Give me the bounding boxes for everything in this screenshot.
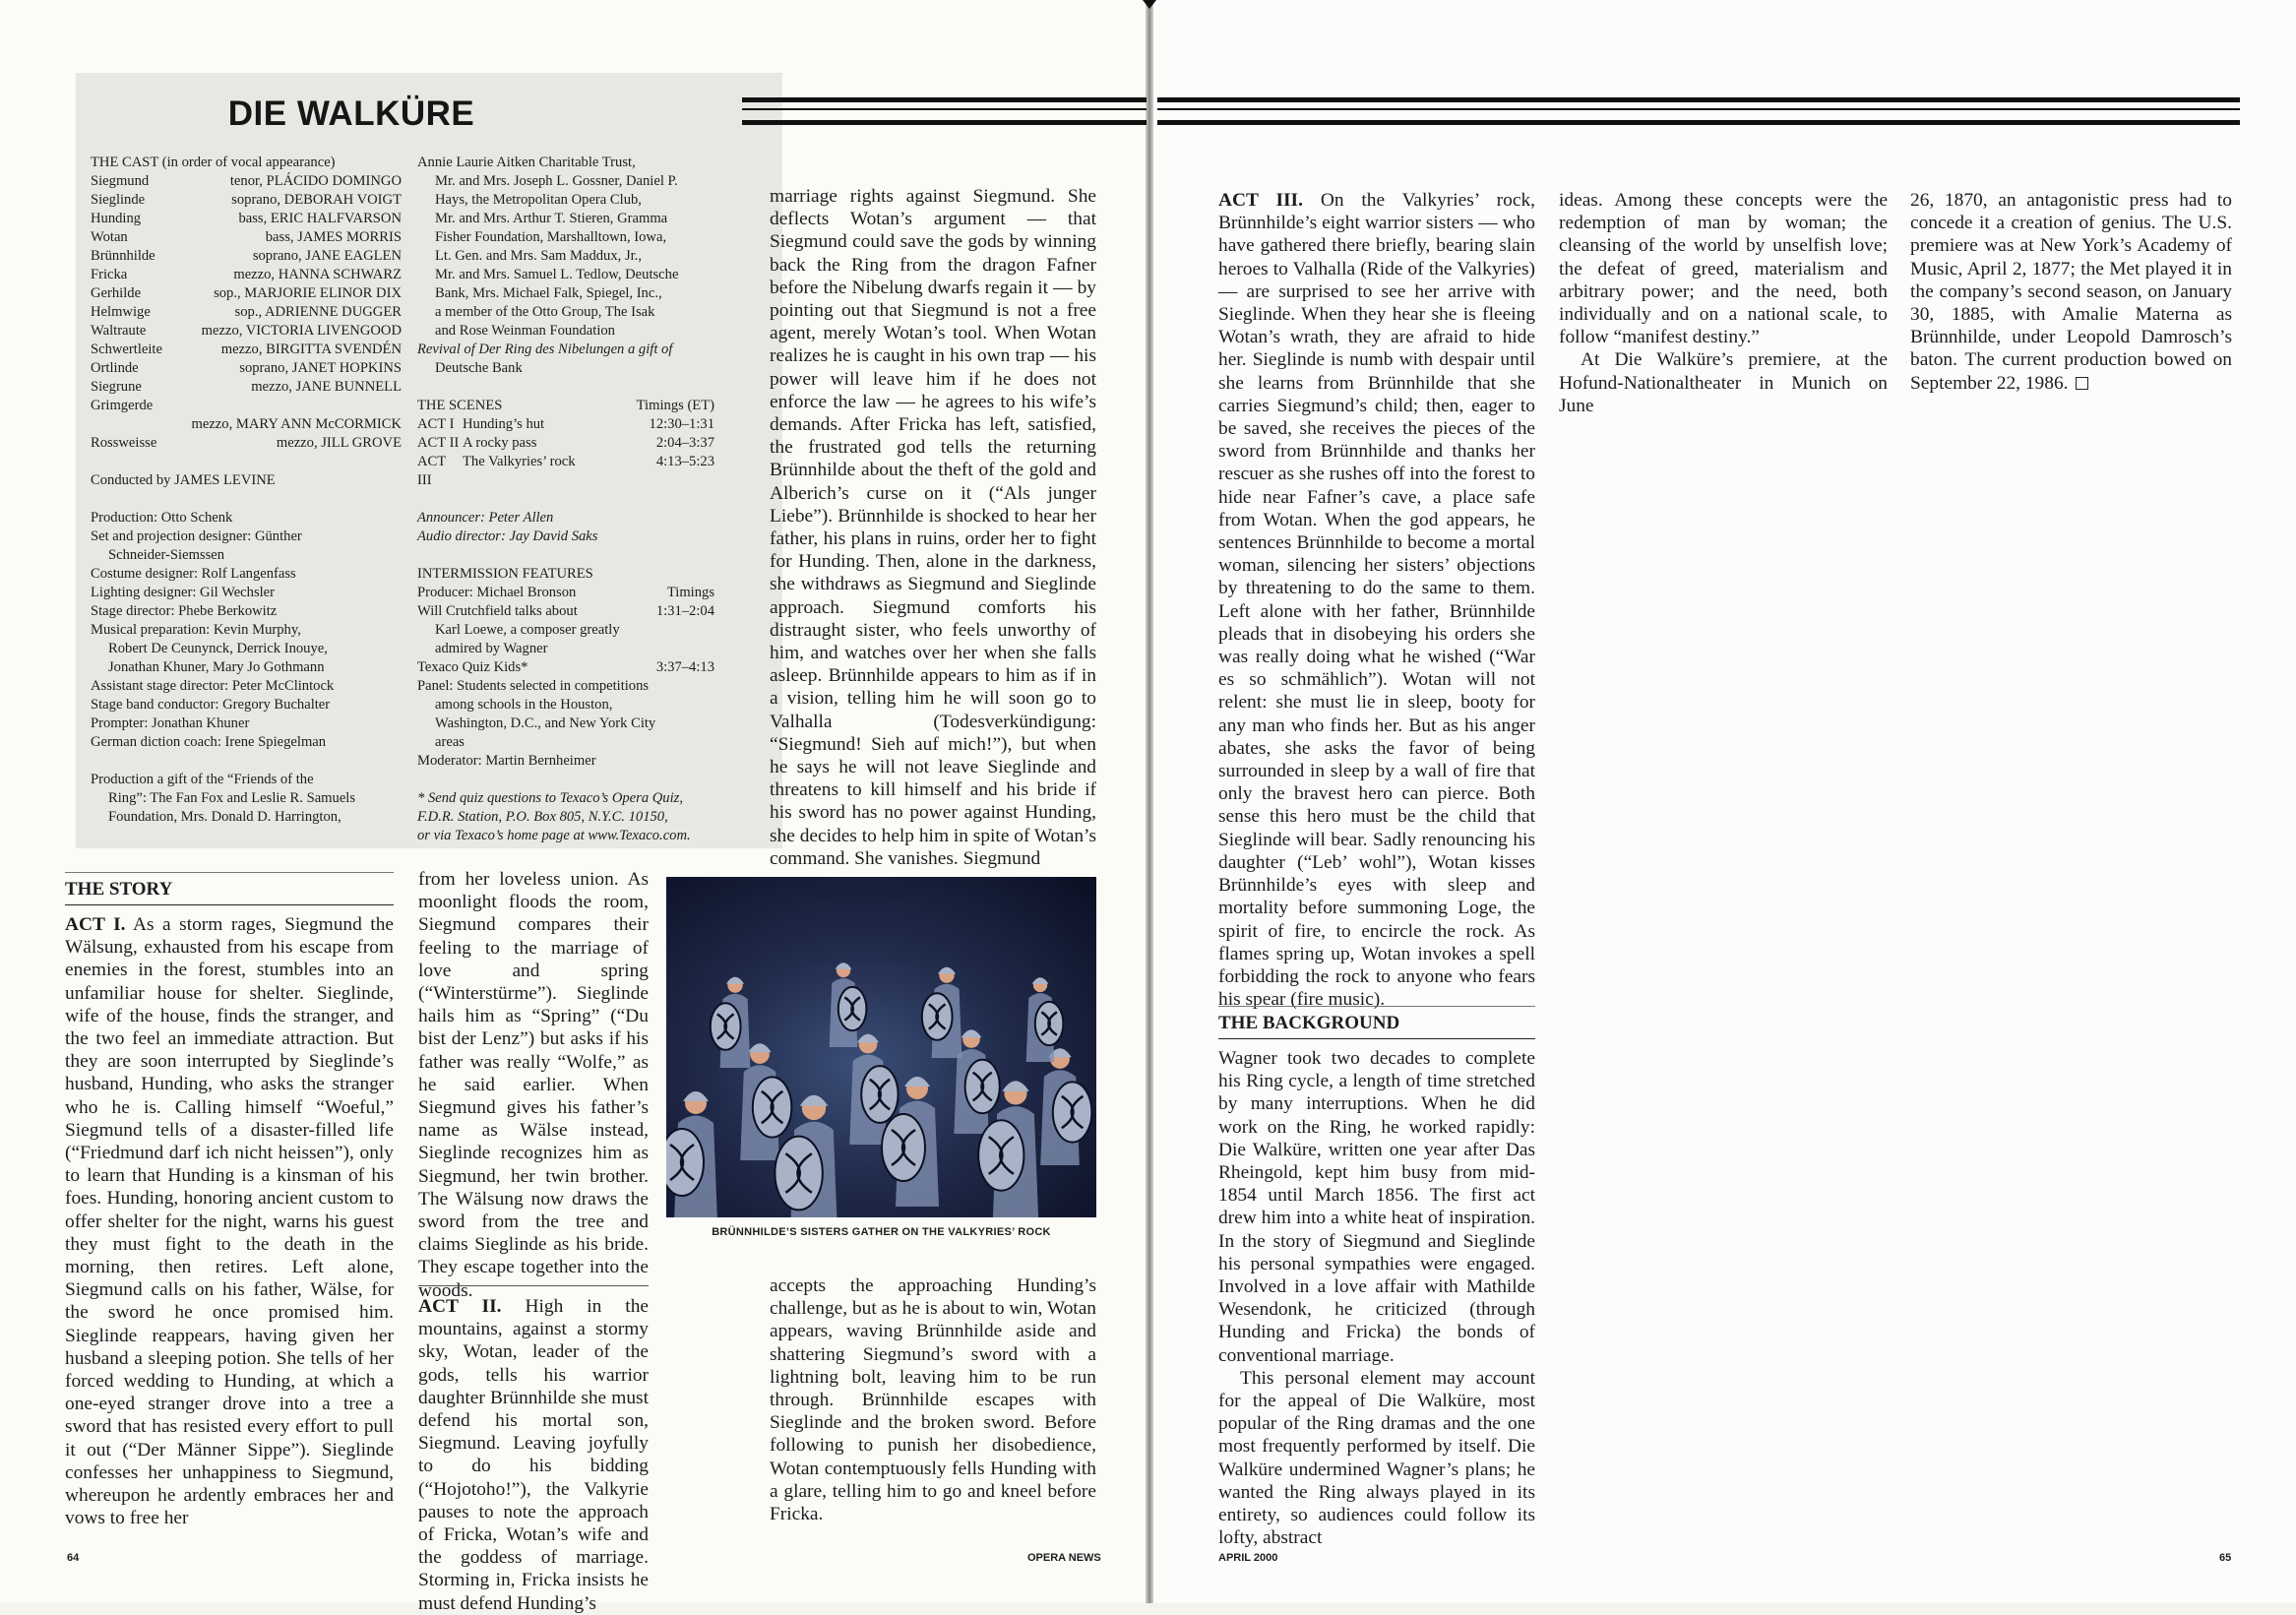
right-credits — [417, 154, 714, 845]
feature1-line: Karl Loewe, a composer greatly — [435, 622, 620, 638]
scene-row — [417, 453, 714, 490]
audio-director-credit: Audio director: Jay David Saks — [417, 528, 598, 544]
cast-role: Schwertleite — [91, 342, 162, 357]
footnote-line: * Send quiz questions to Texaco’s Opera Quiz, — [417, 790, 683, 806]
gift-line: Mr. and Mrs. Arthur T. Stieren, Gramma — [435, 211, 668, 226]
story-column-3b — [770, 1274, 1096, 1525]
background-p5: 26, 1870, an antagonistic press had to concede it a creation of genius. The U.S. premiere was at New York’s Academy of Music, April 2, 1877; the Met played it in the company’s second season, on January 30, 1885, with Amalie Materna as Brünnhilde, under Leopold Damrosch’s baton. The current production bowed on September 22, 1986. — [1910, 190, 2232, 394]
act2-continued-2: accepts the approaching Hunding’s challenge, but as he is about to win, Wotan appears, waving Brünnhilde aside and shattering Siegmund’s sword with a lightning bolt, leaving him to be run through. Brünnhilde escapes with Sieglinde and the broken sword. Before following to punish her disobedience, Wotan contemptuously fells Hunding with a glare, telling him to go and kneel before Fricka. — [770, 1275, 1096, 1525]
cast-singer: mezzo, JILL GROVE — [276, 435, 402, 451]
timings-heading: Timings (ET) — [636, 398, 714, 413]
cast-row — [91, 341, 402, 359]
panel-credits — [417, 677, 714, 752]
feature1-time: 1:31–2:04 — [655, 603, 714, 619]
scenes-header — [417, 397, 714, 415]
cast-role: Helmwige — [91, 304, 151, 320]
scene-time: 12:30–1:31 — [649, 416, 714, 432]
cast-row — [91, 378, 402, 397]
valkyrie-figure — [830, 963, 867, 1047]
cast-row — [91, 210, 402, 228]
footnote-line: or via Texaco’s home page at www.Texaco.com. — [417, 828, 691, 843]
cast-role: Grimgerde — [91, 398, 154, 413]
announcer-credit: Announcer: Peter Allen — [417, 510, 554, 526]
valkyries-photo — [666, 877, 1096, 1217]
production-credit: Musical preparation: Kevin Murphy, — [91, 622, 301, 638]
production-credit: Prompter: Jonathan Khuner — [91, 715, 250, 731]
background-p3: ideas. Among these concepts were the redemption of man by woman; the cleansing of the world by unselfish love; the defeat of greed, materialism and arbitrary power; and the need, both individually and on a national scale, to follow “manifest destiny.” — [1559, 190, 1888, 348]
page-number-left: 64 — [67, 1552, 80, 1564]
cast-row — [91, 415, 402, 434]
act2-continued: marriage rights against Siegmund. She deflects Wotan’s argument — that Siegmund could save the gods by winning back the Ring from the dragon Fafner before the Nibelung dwarfs regain it — by pointing out that Siegmund is not a free agent, merely Wotan’s tool. When Wotan realizes he is caught in his own trap — his power will leave him if he does not enforce the law — he agrees to his wife’s demands. After Fricka has left, satisfied, the frustrated god tells the returning Brünnhilde about the theft of the gold and Alberich’s curse on it (“Als junger Liebe”). Brünnhilde is shocked to hear her father, his plans in ruins, order her to fight for Hunding. Then, alone in the darkness, she withdraws as Siegmund and Sieglinde approach. Siegmund comforts his distraught sister, who feels unworthy of him, and watches over her when she falls asleep. Brünnhilde appears to him as if in a vision, telling him he will soon go to Valhalla (Todesverkündigung: “Siegmund! Sieh auf mich!”), but when he says he will not leave Sieglinde and threatens to kill himself and his bride if his sword has no power against Hunding, she decides to help him in spite of Wotan’s command. She vanishes. Siegmund — [770, 186, 1096, 869]
scene-name: Hunding’s hut — [463, 416, 545, 432]
cast-role: Brünnhilde — [91, 248, 155, 264]
panel-line: Washington, D.C., and New York City — [435, 715, 656, 731]
gift-line: Mr. and Mrs. Joseph L. Gossner, Daniel P. — [435, 173, 678, 189]
cast-role — [91, 415, 181, 434]
revival-credit: Revival of Der Ring des Nibelungen a gift of — [417, 342, 673, 357]
cast-singer — [181, 397, 402, 415]
panel-line: Panel: Students selected in competitions — [417, 678, 650, 694]
cast-singer: bass, JAMES MORRIS — [265, 229, 402, 245]
production-credit: Robert De Ceunynck, Derrick Inouye, — [108, 641, 328, 656]
scene-time: 4:13–5:23 — [655, 454, 714, 469]
cast-row — [91, 172, 402, 191]
feature1-line: Will Crutchfield talks about — [417, 603, 578, 619]
gift-line: Hays, the Metropolitan Opera Club, — [435, 192, 642, 208]
gift-line: Lt. Gen. and Mrs. Sam Maddux, Jr., — [435, 248, 642, 264]
cast-credits — [91, 154, 402, 827]
act3-text: On the Valkyries’ rock, Brünnhilde’s eight warrior sisters — who have gathered there briefly, bearing slain heroes to Valhalla (Ride of the Valkyries) — are surprised to see her arrive with Sieglinde. When they hear she is fleeing Wotan’s wrath, they are afraid to hide her. Sieglinde is numb with despair until she learns from Brünnhilde that she carries Siegmund’s child; then, eager to be saved, she receives the pieces of the sword from Brünnhilde and thanks her rescuer as she rushes off into the forest to hide near Fafner’s cave, a place safe from Wotan. When the god appears, he sentences Brünnhilde to become a mortal woman, silencing her sisters’ objections by threatening to do the same to them. Left alone with her father, Brünnhilde pleads that in disobeying his orders she was really doing what he wished (“War es so schmählich”). Wotan will not relent: she must lie in sleep, booty for any man who finds her. But as his anger abates, she asks the favor of being surrounded in sleep by a wall of fire that only the bravest hero can pierce. Both sense this hero must be the child that Sieglinde will bear. Sadly renouncing his daughter (“Leb’ wohl”), Wotan kisses Brünnhilde’s eyes with sleep and mortality before summoning Loge, the spirit of fire, to encircle the rock. As flames spring up, Wotan invokes a spell forbidding the rock to anyone who fears his spear (fire music). — [1218, 190, 1535, 1011]
cast-role: Waltraute — [91, 323, 147, 339]
background-p2: This personal element may account for the appeal of Die Walküre, most popular of the Ring dramas and the one most frequently performed by itself. Die Walküre undermined Wagner’s plans; he wanted the Ring always played in its entirety, so audiences could follow its lofty, abstract — [1218, 1367, 1535, 1549]
background-column-2 — [1559, 189, 1888, 417]
cast-row — [91, 322, 402, 341]
act3-lead: ACT III. — [1218, 190, 1303, 211]
scene-list — [417, 415, 714, 490]
gift-line: Production a gift of the “Friends of the — [91, 772, 314, 787]
cast-role: Sieglinde — [91, 192, 146, 208]
producer-row — [417, 584, 714, 602]
story-column-4 — [1218, 189, 1535, 1011]
scene-row — [417, 434, 714, 453]
end-mark-icon — [2076, 377, 2088, 390]
panel-line: areas — [435, 734, 465, 750]
moderator-credit: Moderator: Martin Bernheimer — [417, 753, 596, 769]
feature1-line: admired by Wagner — [435, 641, 548, 656]
binding-mark — [1143, 0, 1156, 9]
cast-singer: soprano, JANE EAGLEN — [252, 248, 402, 264]
valkyrie-figure — [1040, 1048, 1091, 1165]
gift-line: Foundation, Mrs. Donald D. Harrington, — [108, 809, 341, 825]
story-heading: THE STORY — [65, 872, 394, 905]
gift-line: Mr. and Mrs. Samuel L. Tedlow, Deutsche — [435, 267, 679, 282]
cast-row — [91, 247, 402, 266]
gift-credits-left — [91, 771, 402, 827]
quiz-footnote — [417, 789, 714, 845]
cast-singer: mezzo, BIRGITTA SVENDÉN — [220, 342, 402, 357]
photo-caption: BRÜNNHILDE’S SISTERS GATHER ON THE VALKYRIES’ ROCK — [712, 1226, 1051, 1238]
scene-act: ACT III — [417, 454, 446, 488]
cast-row — [91, 359, 402, 378]
cast-row — [91, 284, 402, 303]
title-rule-right — [1157, 97, 2240, 125]
scene-name: A rocky pass — [463, 435, 537, 451]
cast-singer: sop., MARJORIE ELINOR DIX — [214, 285, 402, 301]
title-rule-left — [742, 97, 1147, 125]
valkyries-illustration — [666, 877, 1096, 1217]
article-title: DIE WALKÜRE — [227, 94, 475, 133]
cast-singer: sop., ADRIENNE DUGGER — [234, 304, 402, 320]
timings-label: Timings — [666, 585, 714, 600]
cast-singer: mezzo, VICTORIA LIVENGOOD — [201, 323, 402, 339]
cast-role: Wotan — [91, 229, 128, 245]
feature2-time: 3:37–4:13 — [655, 659, 714, 675]
act1-text: As a storm rages, Siegmund the Wälsung, exhausted from his escape from enemies in the forest, stumbles into an unfamiliar house for shelter. Sieglinde, wife of the house, finds the stranger, and the two feel an immediate attraction. But they are soon interrupted by Sieglinde’s husband, Hunding, who asks the stranger who he is. Calling himself “Woeful,” Siegmund tells of a disaster-filled life (“Friedmund darf ich nicht heissen”), only to learn that Hunding is a kinsman of his foes. Hunding, honoring ancient custom to offer shelter for the night, warns his guest they must fight to the death in the morning, then retires. Left alone, Siegmund calls on his father, Wälse, for the sword he once promised him. Sieglinde reappears, having given her husband a sleeping potion. She tells of her forced wedding to Hunding, at which a one-eyed stranger drove into a tree a sword that has resisted every effort to pull it out (“Der Männer Sippe”). Sieglinde confesses her unhappiness to Siegmund, whereupon he ardently embraces her and vows to free her — [65, 914, 394, 1529]
production-credits — [91, 509, 402, 752]
cast-role: Hunding — [91, 211, 142, 226]
cast-role: Fricka — [91, 267, 128, 282]
gift-line: Ring”: The Fan Fox and Leslie R. Samuels — [108, 790, 356, 806]
production-credit: Schneider-Siemssen — [108, 547, 225, 563]
feature1-row — [417, 602, 714, 621]
story-column-2b — [418, 1295, 649, 1615]
story-column-3 — [770, 185, 1096, 870]
gift-line: and Rose Weinman Foundation — [435, 323, 615, 339]
cast-row — [91, 228, 402, 247]
story-column-2 — [418, 868, 649, 1302]
spine-gutter — [1146, 0, 1153, 1603]
cast-role: Rossweisse — [91, 435, 157, 451]
cast-singer: soprano, DEBORAH VOIGT — [231, 192, 402, 208]
background-column-3 — [1910, 189, 2232, 395]
page-number-right: 65 — [2219, 1552, 2232, 1564]
cast-singer: mezzo, MARY ANN McCORMICK — [191, 416, 402, 432]
gift-line: a member of the Otto Group, The Isak — [435, 304, 655, 320]
gift-credits-right — [417, 154, 714, 341]
cast-singer: mezzo, JANE BUNNELL — [251, 379, 402, 395]
cast-heading: THE CAST (in order of vocal appearance) — [91, 155, 336, 170]
valkyrie-figure — [711, 977, 751, 1068]
background-heading: THE BACKGROUND — [1218, 1006, 1535, 1039]
act2-rule — [418, 1285, 649, 1286]
cast-role: Siegrune — [91, 379, 142, 395]
production-credit: Production: Otto Schenk — [91, 510, 233, 526]
production-credit: Costume designer: Rolf Langenfass — [91, 566, 296, 582]
cast-singer: bass, ERIC HALFVARSON — [238, 211, 402, 226]
cast-row — [91, 191, 402, 210]
cast-singer: soprano, JANET HOPKINS — [239, 360, 402, 376]
scene-time: 2:04–3:37 — [655, 435, 714, 451]
cast-singer: mezzo, HANNA SCHWARZ — [233, 267, 402, 282]
cast-role: Ortlinde — [91, 360, 139, 376]
scene-name: The Valkyries’ rock — [463, 454, 576, 469]
story-column-1 — [65, 913, 394, 1529]
producer-credit: Producer: Michael Bronson — [417, 585, 577, 600]
conductor-credit: Conducted by JAMES LEVINE — [91, 472, 276, 488]
gift-line: Annie Laurie Aitken Charitable Trust, — [417, 155, 636, 170]
gift-line: Bank, Mrs. Michael Falk, Spiegel, Inc., — [435, 285, 662, 301]
valkyrie-figure — [666, 1091, 717, 1217]
cast-singer: tenor, PLÁCIDO DOMINGO — [229, 173, 402, 189]
cast-role: Siegmund — [91, 173, 150, 189]
valkyrie-figure — [922, 967, 962, 1058]
cast-row — [91, 266, 402, 284]
production-credit: Stage band conductor: Gregory Buchalter — [91, 697, 331, 713]
running-date: APRIL 2000 — [1218, 1552, 1278, 1564]
production-credit: Assistant stage director: Peter McClintock — [91, 678, 335, 694]
background-p1: Wagner took two decades to complete his Ring cycle, a length of time stretched by many interruptions. When he did work on the Ring, he worked rapidly: Die Walküre, written one year after Das Rheingold, kept him busy from mid-1854 until March 1856. The first act drew him into a white heat of inspiration. In the story of Siegmund and Sieglinde his personal sympathies were engaged. Involved in a love affair with Mathilde Wesendonk, he criticized (through Hunding and Fricka) the bonds of conventional marriage. — [1218, 1048, 1535, 1366]
scene-row — [417, 415, 714, 434]
gift-line: Fisher Foundation, Marshalltown, Iowa, — [435, 229, 667, 245]
footnote-line: F.D.R. Station, P.O. Box 805, N.Y.C. 10150, — [417, 809, 668, 825]
production-credit: Lighting designer: Gil Wechsler — [91, 585, 276, 600]
production-credit: Jonathan Khuner, Mary Jo Gothmann — [108, 659, 325, 675]
feature2-row — [417, 658, 714, 677]
intermission-heading: INTERMISSION FEATURES — [417, 566, 593, 582]
cast-row — [91, 434, 402, 453]
production-credit: Stage director: Phebe Berkowitz — [91, 603, 278, 619]
running-title: OPERA NEWS — [1027, 1552, 1101, 1564]
act2-lead: ACT II. — [418, 1296, 502, 1317]
feature2-name: Texaco Quiz Kids* — [417, 659, 528, 675]
background-p4: At Die Walküre’s premiere, at the Hofund-Nationaltheater in Munich on June — [1559, 349, 1888, 416]
act1-lead: ACT I. — [65, 914, 126, 935]
cast-row — [91, 397, 402, 415]
production-credit: Set and projection designer: Günther — [91, 528, 302, 544]
background-column-1 — [1218, 1047, 1535, 1549]
act1-continued: from her loveless union. As moonlight floods the room, Siegmund compares their feeling to the marriage of love and spring (“Winterstürme”). Sieglinde hails him as “Spring” (“Du bist der Lenz”) but asks if his father was really “Wolfe,” as he said earlier. When Siegmund gives his father’s name as Wälse instead, Sieglinde recognizes him as Siegmund, her twin brother. The Wälsung now draws the sword from the tree and claims Sieglinde as his bride. They escape together into the woods. — [418, 869, 649, 1301]
panel-line: among schools in the Houston, — [435, 697, 613, 713]
revival-sponsor: Deutsche Bank — [435, 360, 523, 376]
production-credit: German diction coach: Irene Spiegelman — [91, 734, 327, 750]
cast-role: Gerhilde — [91, 285, 142, 301]
scenes-heading: THE SCENES — [417, 398, 503, 413]
cast-row — [91, 303, 402, 322]
act2-text: High in the mountains, against a stormy sky, Wotan, leader of the gods, tells his warrior daughter Brünnhilde she must defend his mortal son, Siegmund. Leaving joyfully to do his bidding (“Hojotoho!”), the Valkyrie pauses to note the approach of Fricka, Wotan’s wife and the goddess of marriage. Storming in, Fricka insists he must defend Hunding’s — [418, 1296, 649, 1614]
scene-act: ACT II — [417, 435, 460, 451]
scene-act: ACT I — [417, 416, 455, 432]
cast-list — [91, 172, 402, 453]
